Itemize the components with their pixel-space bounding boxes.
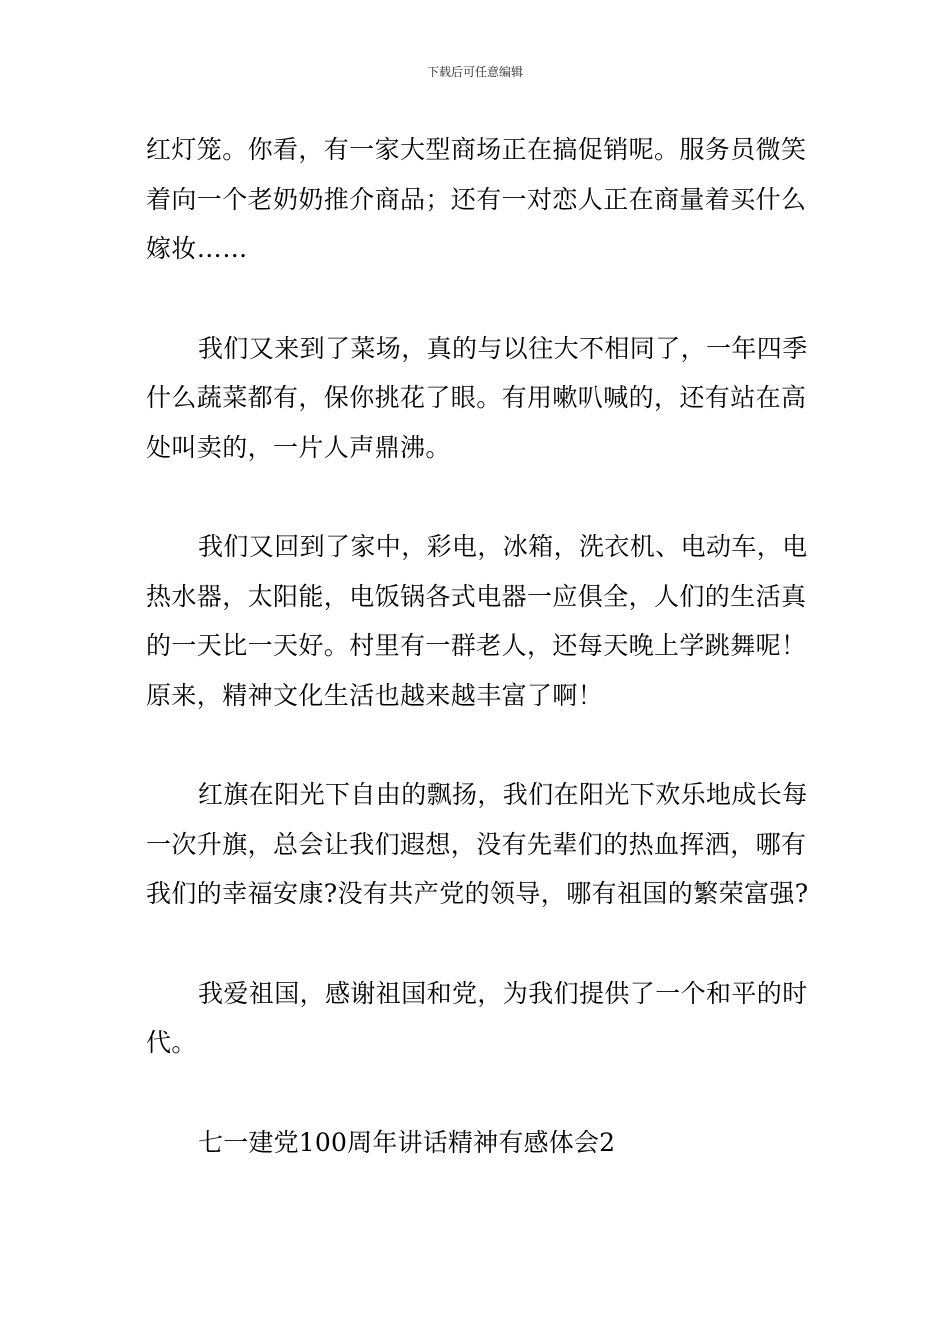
paragraph-spacer xyxy=(146,1068,814,1118)
paragraph-lanterns: 红灯笼。你看，有一家大型商场正在搞促销呢。服务员微笑着向一个老奶奶推介商品；还有一对恋人正在商量着买什么嫁妆…… xyxy=(146,135,807,263)
document-body xyxy=(146,125,814,1167)
paragraph-home: 我们又回到了家中，彩电，冰箱，洗衣机、电动车，电热水器，太阳能，电饭锅各式电器一应俱全，人们的生活真的一天比一天好。村里有一群老人，还每天晚上学跳舞呢！原来，精神文化生活也越来越丰富了啊！ xyxy=(146,532,808,710)
paragraph-spacer xyxy=(146,274,814,324)
paragraph-love-country: 我爱祖国，感谢祖国和党，为我们提供了一个和平的时代。 xyxy=(146,978,808,1057)
paragraph-spacer xyxy=(146,720,814,770)
paragraph-market: 我们又来到了菜场，真的与以往大不相同了，一年四季什么蔬菜都有，保你挑花了眼。有用嗽叭喊的，还有站在高处叫卖的，一片人声鼎沸。 xyxy=(146,333,808,462)
page-header: 下载后可任意编辑 xyxy=(426,65,523,79)
paragraph-spacer xyxy=(146,919,814,969)
section-heading: 七一建党100周年讲话精神有感体会2 xyxy=(198,1127,616,1157)
paragraph-flag: 红旗在阳光下自由的飘扬，我们在阳光下欢乐地成长每一次升旗，总会让我们遐想，没有先辈们的热血挥洒，哪有我们的幸福安康?没有共产党的领导，哪有祖国的繁荣富强? xyxy=(146,780,809,908)
paragraph-spacer xyxy=(146,472,814,522)
